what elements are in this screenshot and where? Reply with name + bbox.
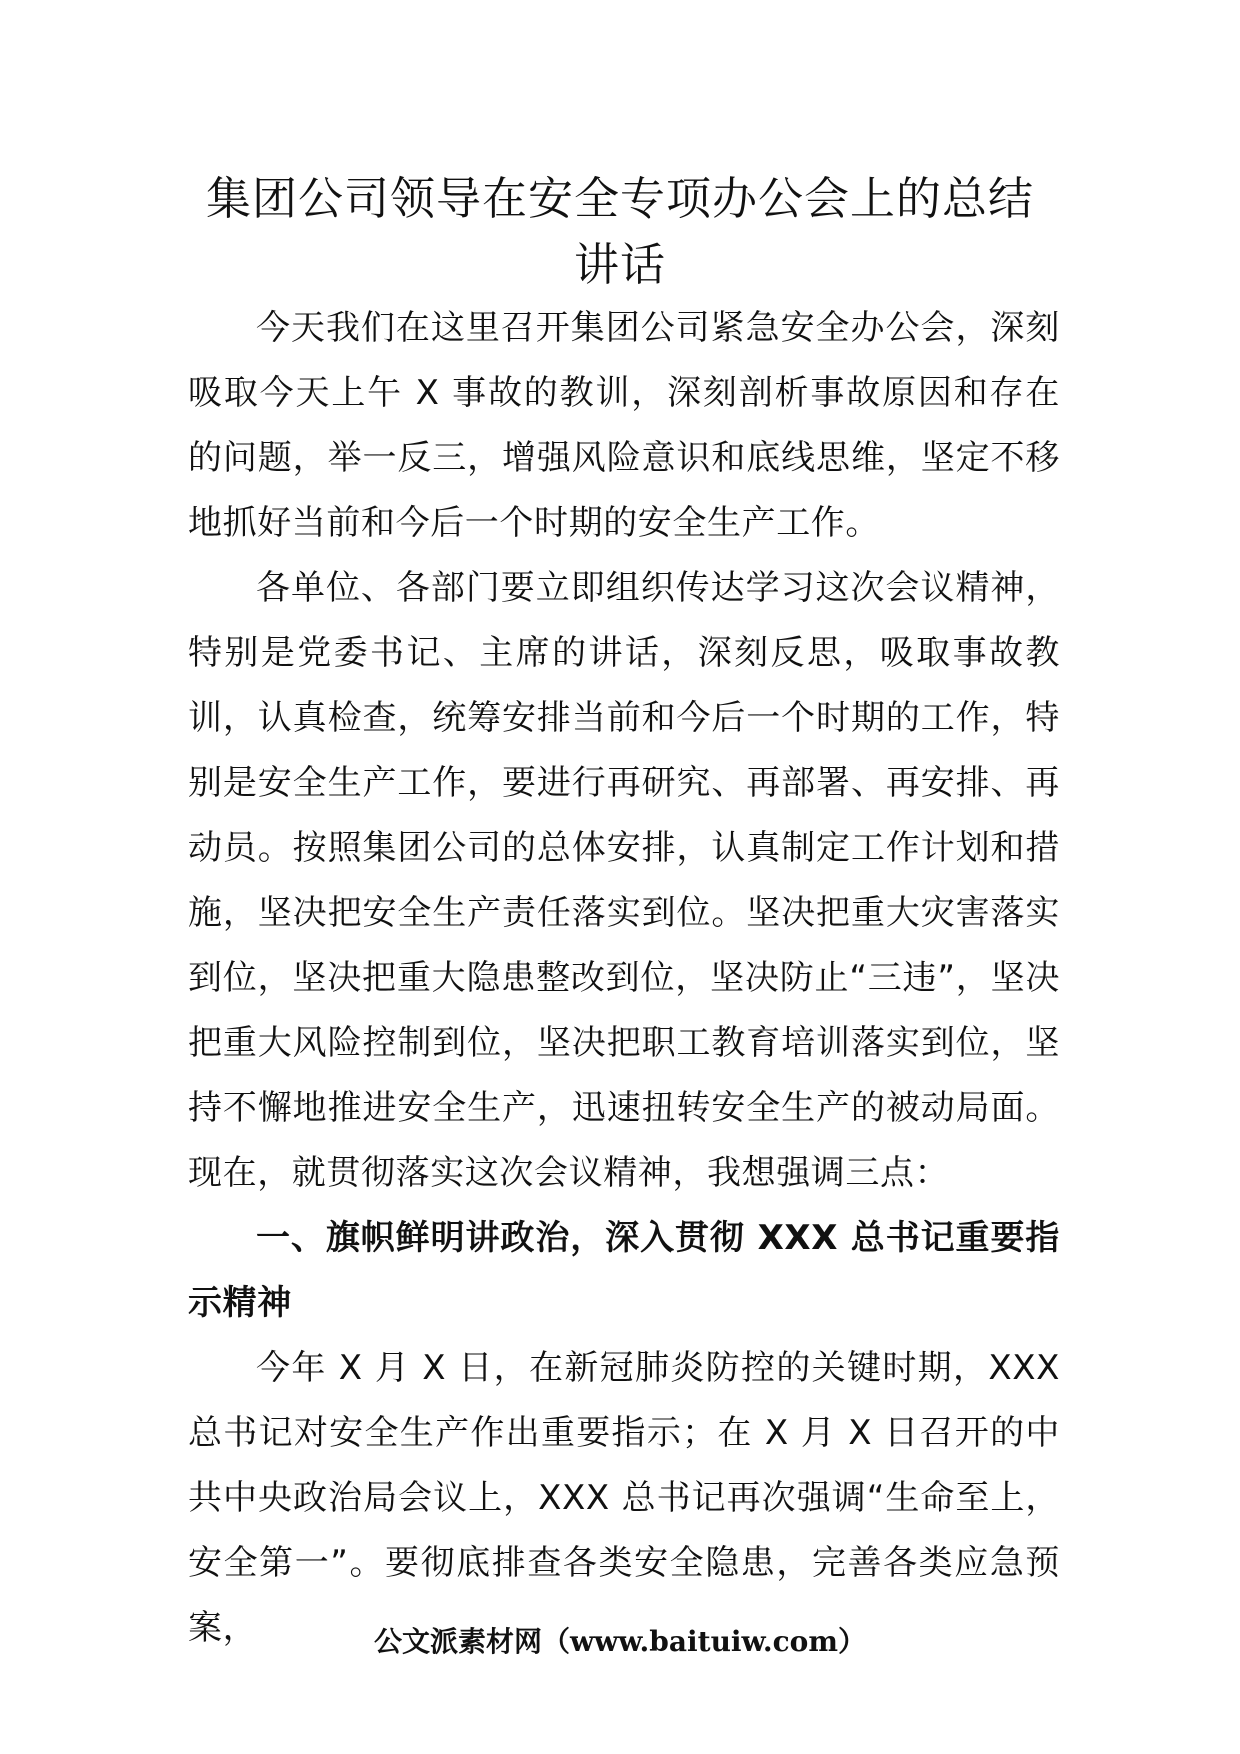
paragraph-3: 今年 X 月 X 日，在新冠肺炎防控的关键时期，XXX 总书记对安全生产作出重要指示；在 X 月 X 日召开的中共中央政治局会议上，XXX 总书记再次强调“生命至上，安全第一”。要彻底排查各类安全隐患，完善各类应急预案，	[188, 1348, 1060, 1648]
document-body	[188, 296, 1060, 1661]
title-line-2: 讲话	[573, 238, 666, 291]
document-title	[150, 166, 1090, 298]
paragraph-1: 今天我们在这里召开集团公司紧急安全办公会，深刻吸取今天上午 X 事故的教训，深刻剖析事故原因和存在的问题，举一反三，增强风险意识和底线思维，坚定不移地抓好当前和今后一个时期的安全生产工作。	[188, 308, 1060, 543]
section-heading-1: 一、旗帜鲜明讲政治，深入贯彻 XXX 总书记重要指示精神	[188, 1218, 1060, 1323]
footer-watermark: 公文派素材网（www.baituiw.com）	[374, 1625, 866, 1658]
paragraph-2: 各单位、各部门要立即组织传达学习这次会议精神，特别是党委书记、主席的讲话，深刻反思，吸取事故教训，认真检查，统筹安排当前和今后一个时期的工作，特别是安全生产工作，要进行再研究、再部署、再安排、再动员。按照集团公司的总体安排，认真制定工作计划和措施，坚决把安全生产责任落实到位。坚决把重大灾害落实到位，坚决把重大隐患整改到位，坚决防止“三违”，坚决把重大风险控制到位，坚决把职工教育培训落实到位，坚持不懈地推进安全生产，迅速扭转安全生产的被动局面。现在，就贯彻落实这次会议精神，我想强调三点：	[188, 568, 1060, 1193]
title-line-1: 集团公司领导在安全专项办公会上的总结	[205, 172, 1034, 225]
